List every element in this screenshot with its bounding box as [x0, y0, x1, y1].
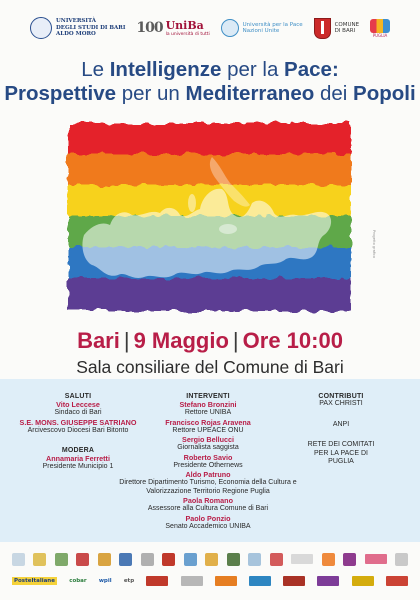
university-logo	[30, 17, 125, 39]
speaker-role: Giornalista saggista	[177, 444, 239, 451]
event-time: Ore 10:00	[242, 328, 343, 353]
puglia-logo-text: PUGLIA	[372, 32, 388, 38]
partner-logos	[30, 10, 390, 46]
sponsor-logo-icon	[141, 553, 154, 566]
speaker-name: Stefano Bronzini	[179, 400, 237, 409]
peace-flag-illustration	[62, 117, 357, 317]
sponsor-logo-icon	[395, 553, 408, 566]
sponsor-row-1	[12, 548, 408, 570]
uniba-100-logo	[136, 19, 209, 37]
speaker-name: Aldo Patruno	[185, 470, 231, 479]
sponsor-logo-icon	[283, 576, 305, 586]
title-line-1	[0, 58, 420, 82]
speaker-name: S.E. MONS. GIUSEPPE SATRIANO	[19, 417, 137, 427]
sponsor-logo-icon	[162, 553, 175, 566]
comune-logo-text: COMUNE DI BARI	[334, 21, 360, 34]
comune-bari-logo	[314, 18, 360, 39]
university-logo-text: UNIVERSITÀ DEGLI STUDI DI BARI ALDO MORO	[56, 18, 126, 38]
title-punct: :	[331, 58, 339, 81]
sponsor-logo-icon	[119, 553, 132, 566]
speaker-role: Direttore Dipartimento Turismo, Economia della Cultura e Valorizzazione Territorio Regione Puglia	[119, 479, 297, 495]
contributor: ANPI	[332, 420, 350, 428]
sponsor-etp-logo: etp	[123, 578, 135, 584]
title-word: per la	[221, 58, 285, 81]
sponsor-logo-icon	[343, 553, 356, 566]
speaker-role: Assessore alla Cultura Comune di Bari	[147, 505, 269, 512]
event-venue: Sala consiliare del Comune di Bari	[76, 357, 344, 377]
speaker-name: Vito Leccese	[56, 400, 100, 409]
separator: |	[123, 328, 130, 353]
sponsor-logo-icon	[322, 553, 335, 566]
poster-title	[0, 58, 420, 106]
sponsor-cobar-logo: cobar	[69, 578, 87, 584]
sponsor-logo-icon	[146, 576, 168, 586]
speaker-role: Rettore UNIBA	[184, 409, 232, 416]
sponsor-logo-icon	[270, 553, 283, 566]
separator: |	[232, 328, 239, 353]
upeace-logo-text: Università per la Pace Nazioni Unite	[242, 21, 303, 34]
sicily-shape	[219, 224, 237, 234]
title-word-bold: Prospettive	[4, 82, 116, 105]
un-globe-icon	[221, 19, 239, 37]
sponsor-logo-icon	[352, 576, 374, 586]
title-word-bold: Pace	[284, 58, 332, 81]
title-word: per un	[116, 82, 186, 105]
sponsor-logo-icon	[76, 553, 89, 566]
modera-heading: MODERA	[61, 447, 95, 454]
sponsor-logo-icon	[205, 553, 218, 566]
speaker-role: Rettore UPEACE ONU	[172, 426, 244, 434]
speaker-role: Sindaco di Bari	[54, 409, 102, 416]
sponsor-logos	[12, 548, 408, 594]
sponsor-logo-icon	[184, 553, 197, 566]
sponsor-row-2	[12, 570, 408, 592]
sponsor-logo-icon	[12, 553, 25, 566]
event-date: 9 Maggio	[133, 328, 229, 353]
event-date-time	[0, 328, 420, 354]
event-city: Bari	[77, 328, 120, 353]
contributi-column	[286, 393, 396, 467]
upeace-logo	[221, 19, 303, 37]
speaker-role: Presidente Municipio 1	[42, 463, 114, 470]
sponsor-logo-icon	[291, 554, 313, 564]
bari-shield-icon	[314, 18, 331, 39]
speaker-name: Annamaria Ferretti	[46, 454, 110, 463]
interventi-column	[118, 393, 298, 531]
speaker-name: Roberto Savio	[183, 452, 233, 462]
speaker-role: Arcivescovo Diocesi Bari Bitonto	[27, 426, 129, 434]
sponsor-logo-icon	[227, 553, 240, 566]
puglia-mark-icon	[370, 19, 390, 33]
title-word-bold: Mediterraneo	[185, 82, 315, 105]
university-emblem-icon	[30, 17, 52, 39]
contributi-heading: CONTRIBUTI	[318, 393, 364, 400]
puglia-logo	[370, 19, 390, 38]
sponsor-logo-icon	[317, 576, 339, 586]
speaker-name: Paolo Ponzio	[185, 513, 231, 523]
program-panel	[0, 379, 420, 542]
stripe-orange	[68, 154, 351, 186]
stripe-purple	[68, 278, 351, 311]
sponsor-logo-icon	[248, 553, 261, 566]
stripe-red	[68, 123, 351, 155]
contributor: RETE DEI COMITATI PER LA PACE DI PUGLIA	[307, 441, 375, 465]
speaker-name: Francisco Rojas Aravena	[165, 417, 251, 427]
speaker-name: Sergio Bellucci	[182, 435, 234, 444]
sardinia-shape	[188, 194, 196, 212]
sponsor-logo-icon	[55, 553, 68, 566]
sponsor-logo-icon	[365, 554, 387, 564]
sponsor-wpil-logo: wpil	[98, 578, 112, 584]
speaker-role: Senato Accademico UNIBA	[165, 522, 251, 530]
interventi-heading: INTERVENTI	[186, 393, 230, 400]
speaker-name: Paola Romano	[183, 496, 233, 505]
title-word: dei	[314, 82, 354, 105]
sponsor-logo-icon	[249, 576, 271, 586]
graphic-credit: Progetto grafico	[372, 230, 376, 259]
uniba-name: UniBa	[165, 19, 204, 32]
uniba-100-mark: 100	[136, 20, 163, 36]
title-word-bold: Intelligenze	[109, 58, 222, 81]
title-line-2	[0, 82, 420, 106]
sponsor-poste-logo: PosteItaliane	[14, 578, 55, 584]
sponsor-logo-icon	[181, 576, 203, 586]
contributor: PAX CHRISTI	[319, 400, 363, 407]
sponsor-logo-icon	[33, 553, 46, 566]
saluti-heading: SALUTI	[64, 393, 92, 400]
sponsor-logo-icon	[215, 576, 237, 586]
title-word-bold: Popoli	[353, 82, 416, 105]
sponsor-logo-icon	[98, 553, 111, 566]
speaker-role: Presidente Othernews	[173, 461, 243, 469]
sponsor-logo-icon	[386, 576, 408, 586]
title-word: Le	[81, 58, 110, 81]
uniba-tagline: la università di tutti	[165, 32, 210, 37]
